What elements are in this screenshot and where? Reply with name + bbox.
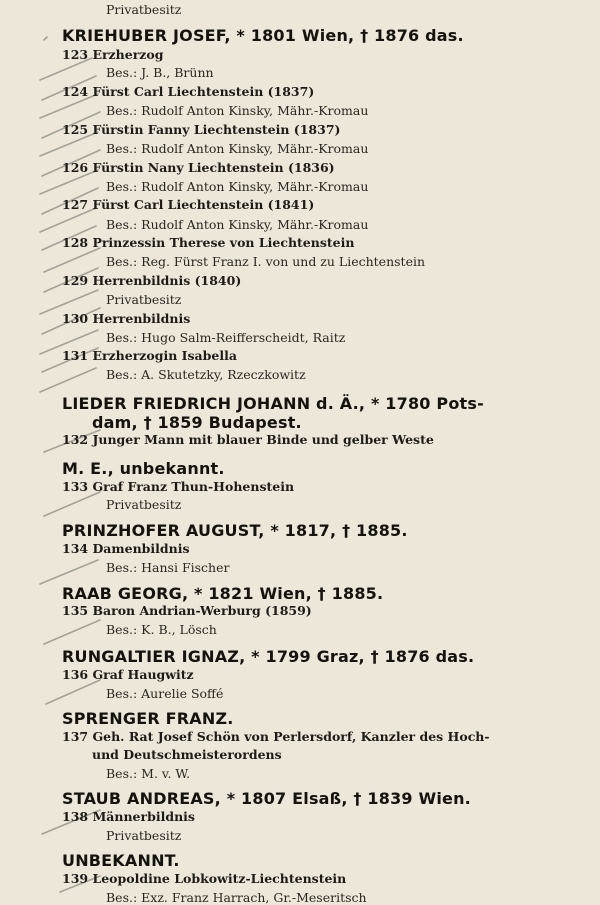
- entry-line: 128 Prinzessin Therese von Liechtenstein: [62, 235, 355, 250]
- entry-line: 137 Geh. Rat Josef Schön von Perlersdorf, Kanzler des Hoch-: [62, 729, 490, 744]
- owner-line: Bes.: Exz. Franz Harrach, Gr.-Meseritsch: [106, 890, 367, 905]
- artist-heading: RAAB GEORG, * 1821 Wien, † 1885.: [62, 584, 384, 603]
- owner-line: Bes.: Rudolf Anton Kinsky, Mähr.-Kromau: [106, 103, 369, 118]
- entry-line: 124 Fürst Carl Liechtenstein (1837): [62, 84, 315, 99]
- entry-line: 133 Graf Franz Thun-Hohenstein: [62, 479, 295, 494]
- artist-heading: PRINZHOFER AUGUST, * 1817, † 1885.: [62, 521, 408, 540]
- owner-line: Bes.: Rudolf Anton Kinsky, Mähr.-Kromau: [106, 179, 369, 194]
- owner-line: Bes.: Rudolf Anton Kinsky, Mähr.-Kromau: [106, 141, 369, 156]
- artist-heading: RUNGALTIER IGNAZ, * 1799 Graz, † 1876 das.: [62, 647, 475, 666]
- entry-line: 125 Fürstin Fanny Liechtenstein (1837): [62, 122, 341, 137]
- artist-heading: LIEDER FRIEDRICH JOHANN d. Ä., * 1780 Pots-: [62, 394, 484, 413]
- artist-heading: STAUB ANDREAS, * 1807 Elsaß, † 1839 Wien.: [62, 789, 471, 808]
- owner-line: Bes.: Aurelie Soffé: [106, 686, 224, 701]
- entry-line: 139 Leopoldine Lobkowitz-Liechtenstein: [62, 871, 347, 886]
- owner-line: Bes.: Rudolf Anton Kinsky, Mähr.-Kromau: [106, 217, 369, 232]
- entry-line: und Deutschmeisterordens: [92, 747, 282, 762]
- entry-line: 129 Herrenbildnis (1840): [62, 273, 242, 288]
- owner-line: Bes.: M. v. W.: [106, 766, 191, 781]
- artist-heading: UNBEKANNT.: [62, 851, 180, 870]
- artist-heading: dam, † 1859 Budapest.: [92, 413, 302, 432]
- owner-line: Bes.: K. B., Lösch: [106, 622, 217, 637]
- artist-heading: M. E., unbekannt.: [62, 459, 225, 478]
- owner-line: Bes.: J. B., Brünn: [106, 65, 214, 80]
- entry-line: 130 Herrenbildnis: [62, 311, 191, 326]
- artist-heading: KRIEHUBER JOSEF, * 1801 Wien, † 1876 das.: [62, 26, 464, 45]
- entry-line: 136 Graf Haugwitz: [62, 667, 194, 682]
- entry-line: 127 Fürst Carl Liechtenstein (1841): [62, 197, 315, 212]
- owner-line: Bes.: A. Skutetzky, Rzeczkowitz: [106, 367, 306, 382]
- entry-line: 123 Erzherzog: [62, 47, 164, 62]
- entry-line: 135 Baron Andrian-Werburg (1859): [62, 603, 312, 618]
- owner-line: Bes.: Reg. Fürst Franz I. von und zu Liechtenstein: [106, 254, 426, 269]
- owner-line: Privatbesitz: [106, 292, 182, 307]
- entry-line: 132 Junger Mann mit blauer Binde und gelber Weste: [62, 432, 434, 447]
- owner-line: Privatbesitz: [106, 497, 182, 512]
- owner-line: Privatbesitz: [106, 828, 182, 843]
- owner-line: Bes.: Hugo Salm-Reifferscheidt, Raitz: [106, 330, 346, 345]
- entry-line: 126 Fürstin Nany Liechtenstein (1836): [62, 160, 335, 175]
- owner-line: Privatbesitz: [106, 2, 182, 17]
- artist-heading: SPRENGER FRANZ.: [62, 709, 234, 728]
- entry-line: 134 Damenbildnis: [62, 541, 190, 556]
- entry-line: 138 Männerbildnis: [62, 809, 195, 824]
- owner-line: Bes.: Hansi Fischer: [106, 560, 230, 575]
- entry-line: 131 Erzherzogin Isabella: [62, 348, 237, 363]
